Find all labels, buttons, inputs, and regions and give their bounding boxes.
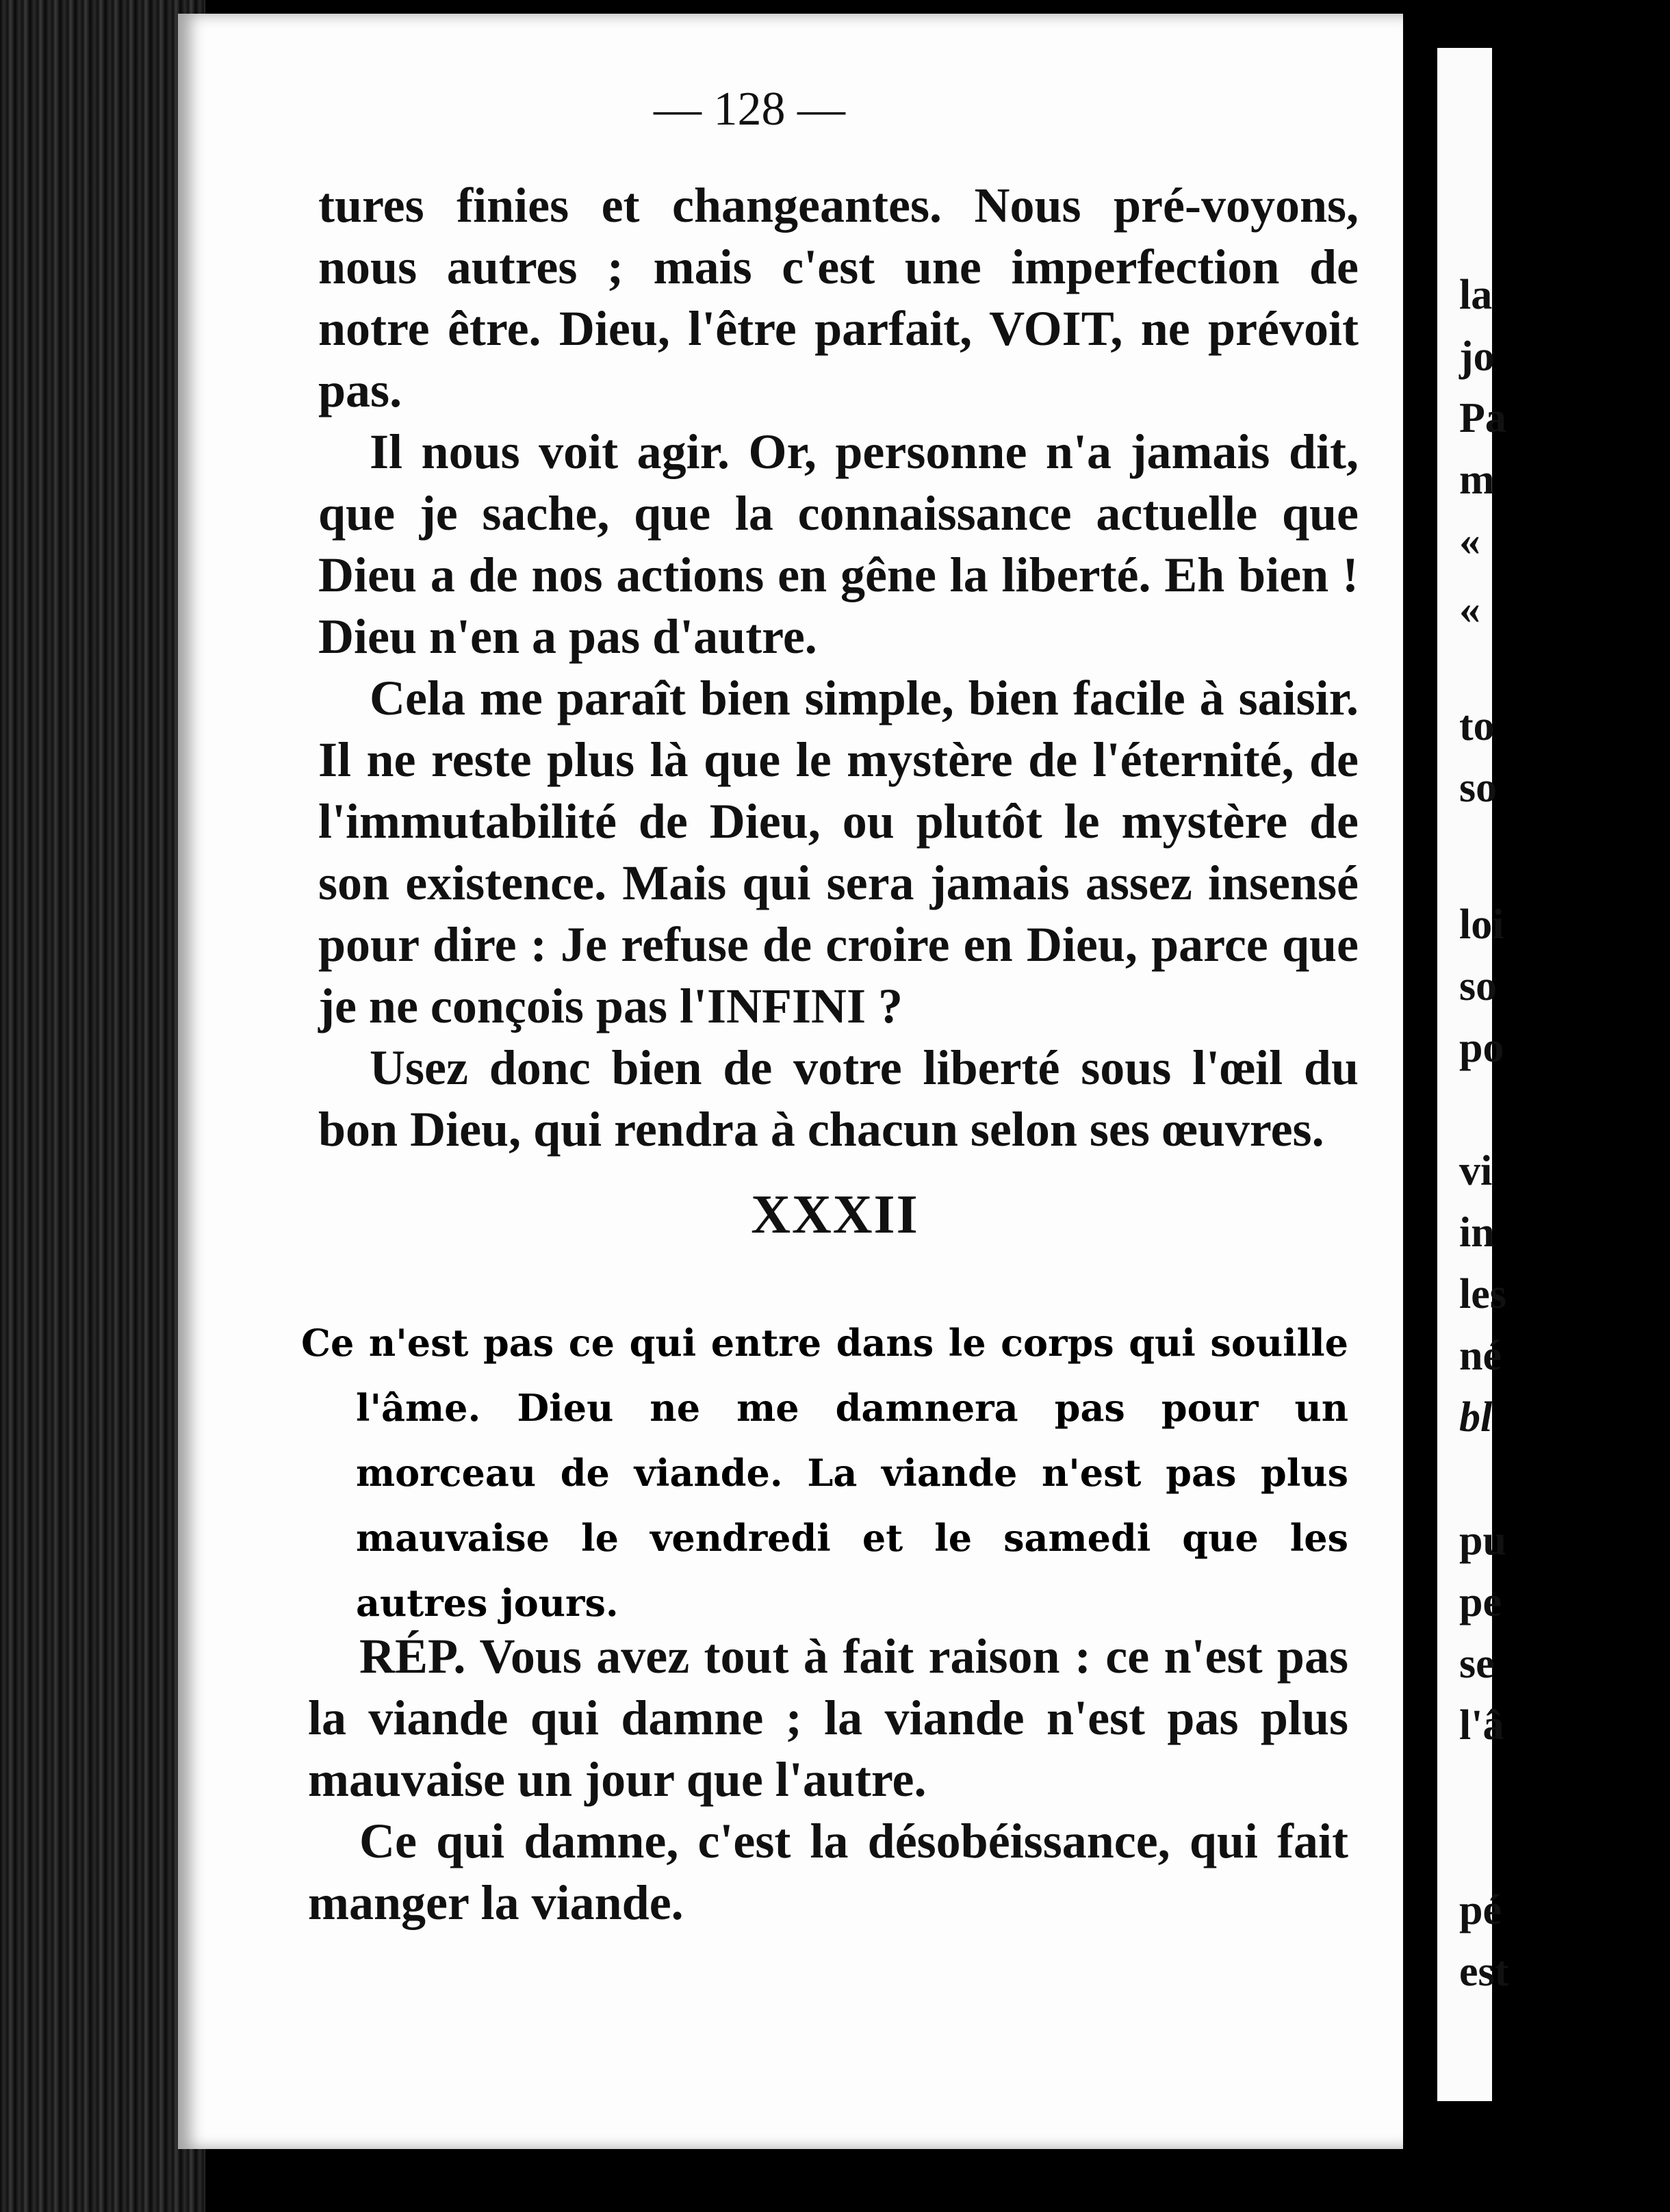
paragraph: Usez donc bien de votre liberté sous l'œil du bon Dieu, qui rendra à chacun selon ses œuvres. <box>318 1040 1359 1157</box>
paragraph-continuation: tures finies et changeantes. Nous pré-voyons, nous autres ; mais c'est une imperfection de notre être. Dieu, l'être parfait, VOIT, ne prévoit pas. <box>318 178 1359 417</box>
objection-text: Ce n'est pas ce qui entre dans le corps qui souille l'âme. Dieu ne me damnera pas pour un morceau de viande. La viande n'est pas plus mauvaise le vendredi et le samedi que les autres jours. <box>301 1321 1348 1625</box>
book-binding <box>0 0 205 2212</box>
section-heading: XXXII <box>751 1185 919 1245</box>
neighbor-fragment: to <box>1459 703 1495 749</box>
neighbor-fragment: pu <box>1459 1517 1506 1564</box>
neighbor-fragment: so <box>1459 764 1498 811</box>
page-number: — 128 — <box>654 83 845 136</box>
reply-text: Vous avez tout à fait raison : ce n'est pas la viande qui damne ; la viande n'est pas plus mauvaise un jour que l'autre. <box>308 1629 1348 1807</box>
neighbor-fragment: se <box>1459 1641 1495 1687</box>
neighbor-fragment: est <box>1459 1949 1509 1995</box>
neighbor-fragment: loi <box>1459 901 1504 948</box>
neighbor-fragment: l'â <box>1459 1702 1504 1749</box>
neighbor-fragment: so <box>1459 963 1498 1009</box>
neighbor-fragment: Pa <box>1459 395 1506 441</box>
neighbor-fragment: in <box>1459 1209 1495 1256</box>
neighbor-fragment: m <box>1459 456 1495 503</box>
neighbor-fragment: jo <box>1459 333 1495 380</box>
neighbor-page-edge <box>1437 48 1509 2101</box>
neighbor-fragment: la <box>1459 272 1493 318</box>
main-text-bottom <box>308 1625 1348 1933</box>
neighbor-fragment: « <box>1459 587 1480 633</box>
objection-block <box>301 1311 1348 1636</box>
neighbor-fragment: vi <box>1459 1148 1493 1194</box>
neighbor-fragment: né <box>1459 1333 1502 1379</box>
neighbor-fragment: pe <box>1459 1579 1502 1625</box>
paragraph: Il nous voit agir. Or, personne n'a jamais dit, que je sache, que la connaissance actuelle que Dieu a de nos actions en gêne la liberté. Eh bien ! Dieu n'en a pas d'autre. <box>318 424 1359 664</box>
paragraph: Cela me paraît bien simple, bien facile à saisir. Il ne reste plus là que le mystère de l'éternité, de l'immutabilité de Dieu, ou plutôt le mystère de son existence. Mais qui sera jamais assez insensé pour dire : Je refuse de croire en Dieu, parce que je ne conçois pas l'INFINI ? <box>318 671 1359 1033</box>
main-text-top <box>318 175 1359 1160</box>
reply-label: RÉP. <box>359 1629 466 1684</box>
reply-paragraph <box>308 1625 1348 1810</box>
neighbor-fragment: les <box>1459 1271 1506 1317</box>
paragraph: Ce qui damne, c'est la désobéissance, qui fait manger la viande. <box>308 1814 1348 1930</box>
neighbor-fragment: « <box>1459 518 1480 565</box>
neighbor-fragment: bl <box>1459 1394 1493 1441</box>
neighbor-fragment: pé <box>1459 1887 1502 1933</box>
neighbor-fragment: po <box>1459 1025 1504 1071</box>
